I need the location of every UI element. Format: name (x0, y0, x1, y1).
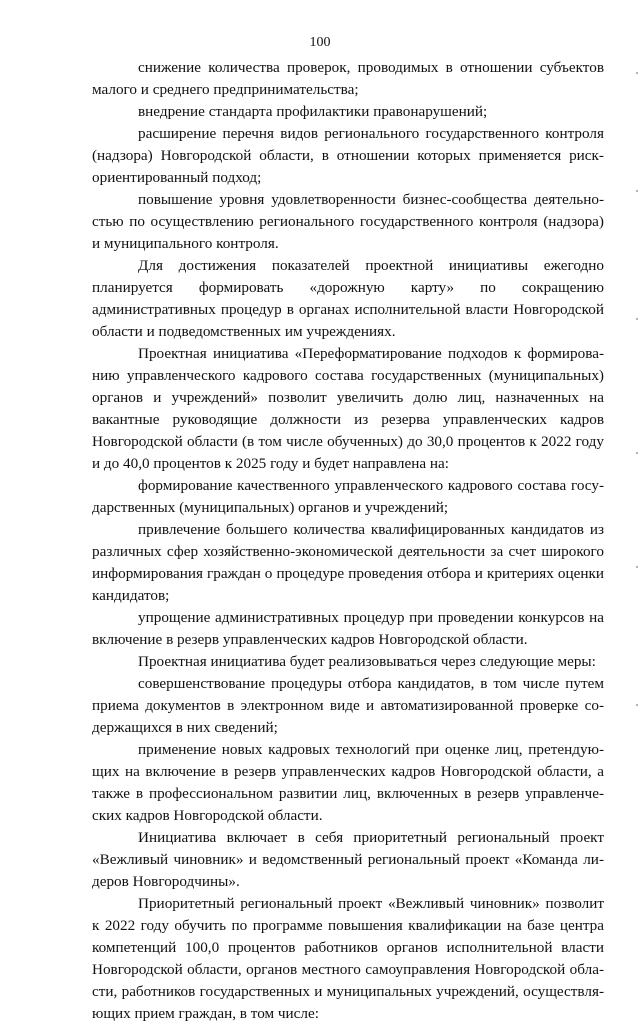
paragraph: совершенствование процедуры отбора кандидатов, в том числе путем приема документов в электронном виде и автоматизированной проверке содержащихся в них сведений; (92, 675, 604, 736)
scan-edge-mark (636, 72, 638, 74)
document-body (92, 57, 604, 1025)
paragraph: внедрение стандарта профилактики правонарушений; (138, 103, 488, 120)
paragraph: расширение перечня видов регионального государственного контроля (надзора) Новгородской области, в отношении которых применяется риск-ориентированный подход; (92, 125, 604, 186)
paragraph: Инициатива включает в себя приоритетный региональный проект «Вежливый чиновник» и ведомственный региональный проект «Команда лидеров Новгородчины». (92, 829, 604, 890)
scan-edge-mark (636, 452, 638, 454)
paragraph: формирование качественного управленческого кадрового состава государственных (муниципальных) органов и учреждений; (92, 477, 604, 516)
scan-edge-mark (636, 566, 638, 568)
paragraph: Проектная инициатива «Переформатирование подходов к формированию управленческого кадрового состава государственных (муниципальных) органов и учреждений» позволит увеличить долю лиц, назначенных на вакантные руководящие должности из резерва управленческих кадров Новгородской области (в том числе обученных) до 30,0 процентов к 2022 году и до 40,0 процентов к 2025 году и будет направлена на: (92, 345, 604, 472)
paragraph: применение новых кадровых технологий при оценке лиц, претендующих на включение в резерв управленческих кадров Новгородской области, а также в профессиональном развитии лиц, включенных в резерв управленческих кадров Новгородской области. (92, 741, 604, 824)
scan-edge-mark (636, 190, 638, 192)
paragraph: Проектная инициатива будет реализовываться через следующие меры: (138, 653, 596, 670)
paragraph: упрощение административных процедур при проведении конкурсов на включение в резерв управленческих кадров Новгородской области. (92, 609, 604, 648)
paragraph: Приоритетный региональный проект «Вежливый чиновник» позволит к 2022 году обучить по программе повышения квалификации на базе центра компетенций 100,0 процентов работников органов исполнительной власти Новгородской области, органов местного самоуправления Новгородской области, работников государственных и муниципальных учреждений, осуществляющих прием граждан, в том числе: (92, 895, 604, 1022)
page-number: 100 (309, 35, 331, 50)
scan-edge-mark (636, 318, 638, 320)
paragraph: привлечение большего количества квалифицированных кандидатов из различных сфер хозяйственно-экономической деятельности за счет широкого информирования граждан о процедуре проведения отбора и критериях оценки кандидатов; (92, 521, 604, 604)
paragraph: снижение количества проверок, проводимых в отношении субъектов малого и среднего предпринимательства; (92, 59, 604, 98)
scan-edge-mark (636, 704, 638, 706)
paragraph: повышение уровня удовлетворенности бизнес-сообщества деятельностью по осуществлению регионального государственного контроля (надзора) и муниципального контроля. (92, 191, 604, 252)
paragraph: Для достижения показателей проектной инициативы ежегодно планируется формировать «дорожную карту» по сокращению административных процедур в органах исполнительной власти Новгородской области и подведомственных им учреждениях. (92, 257, 604, 340)
